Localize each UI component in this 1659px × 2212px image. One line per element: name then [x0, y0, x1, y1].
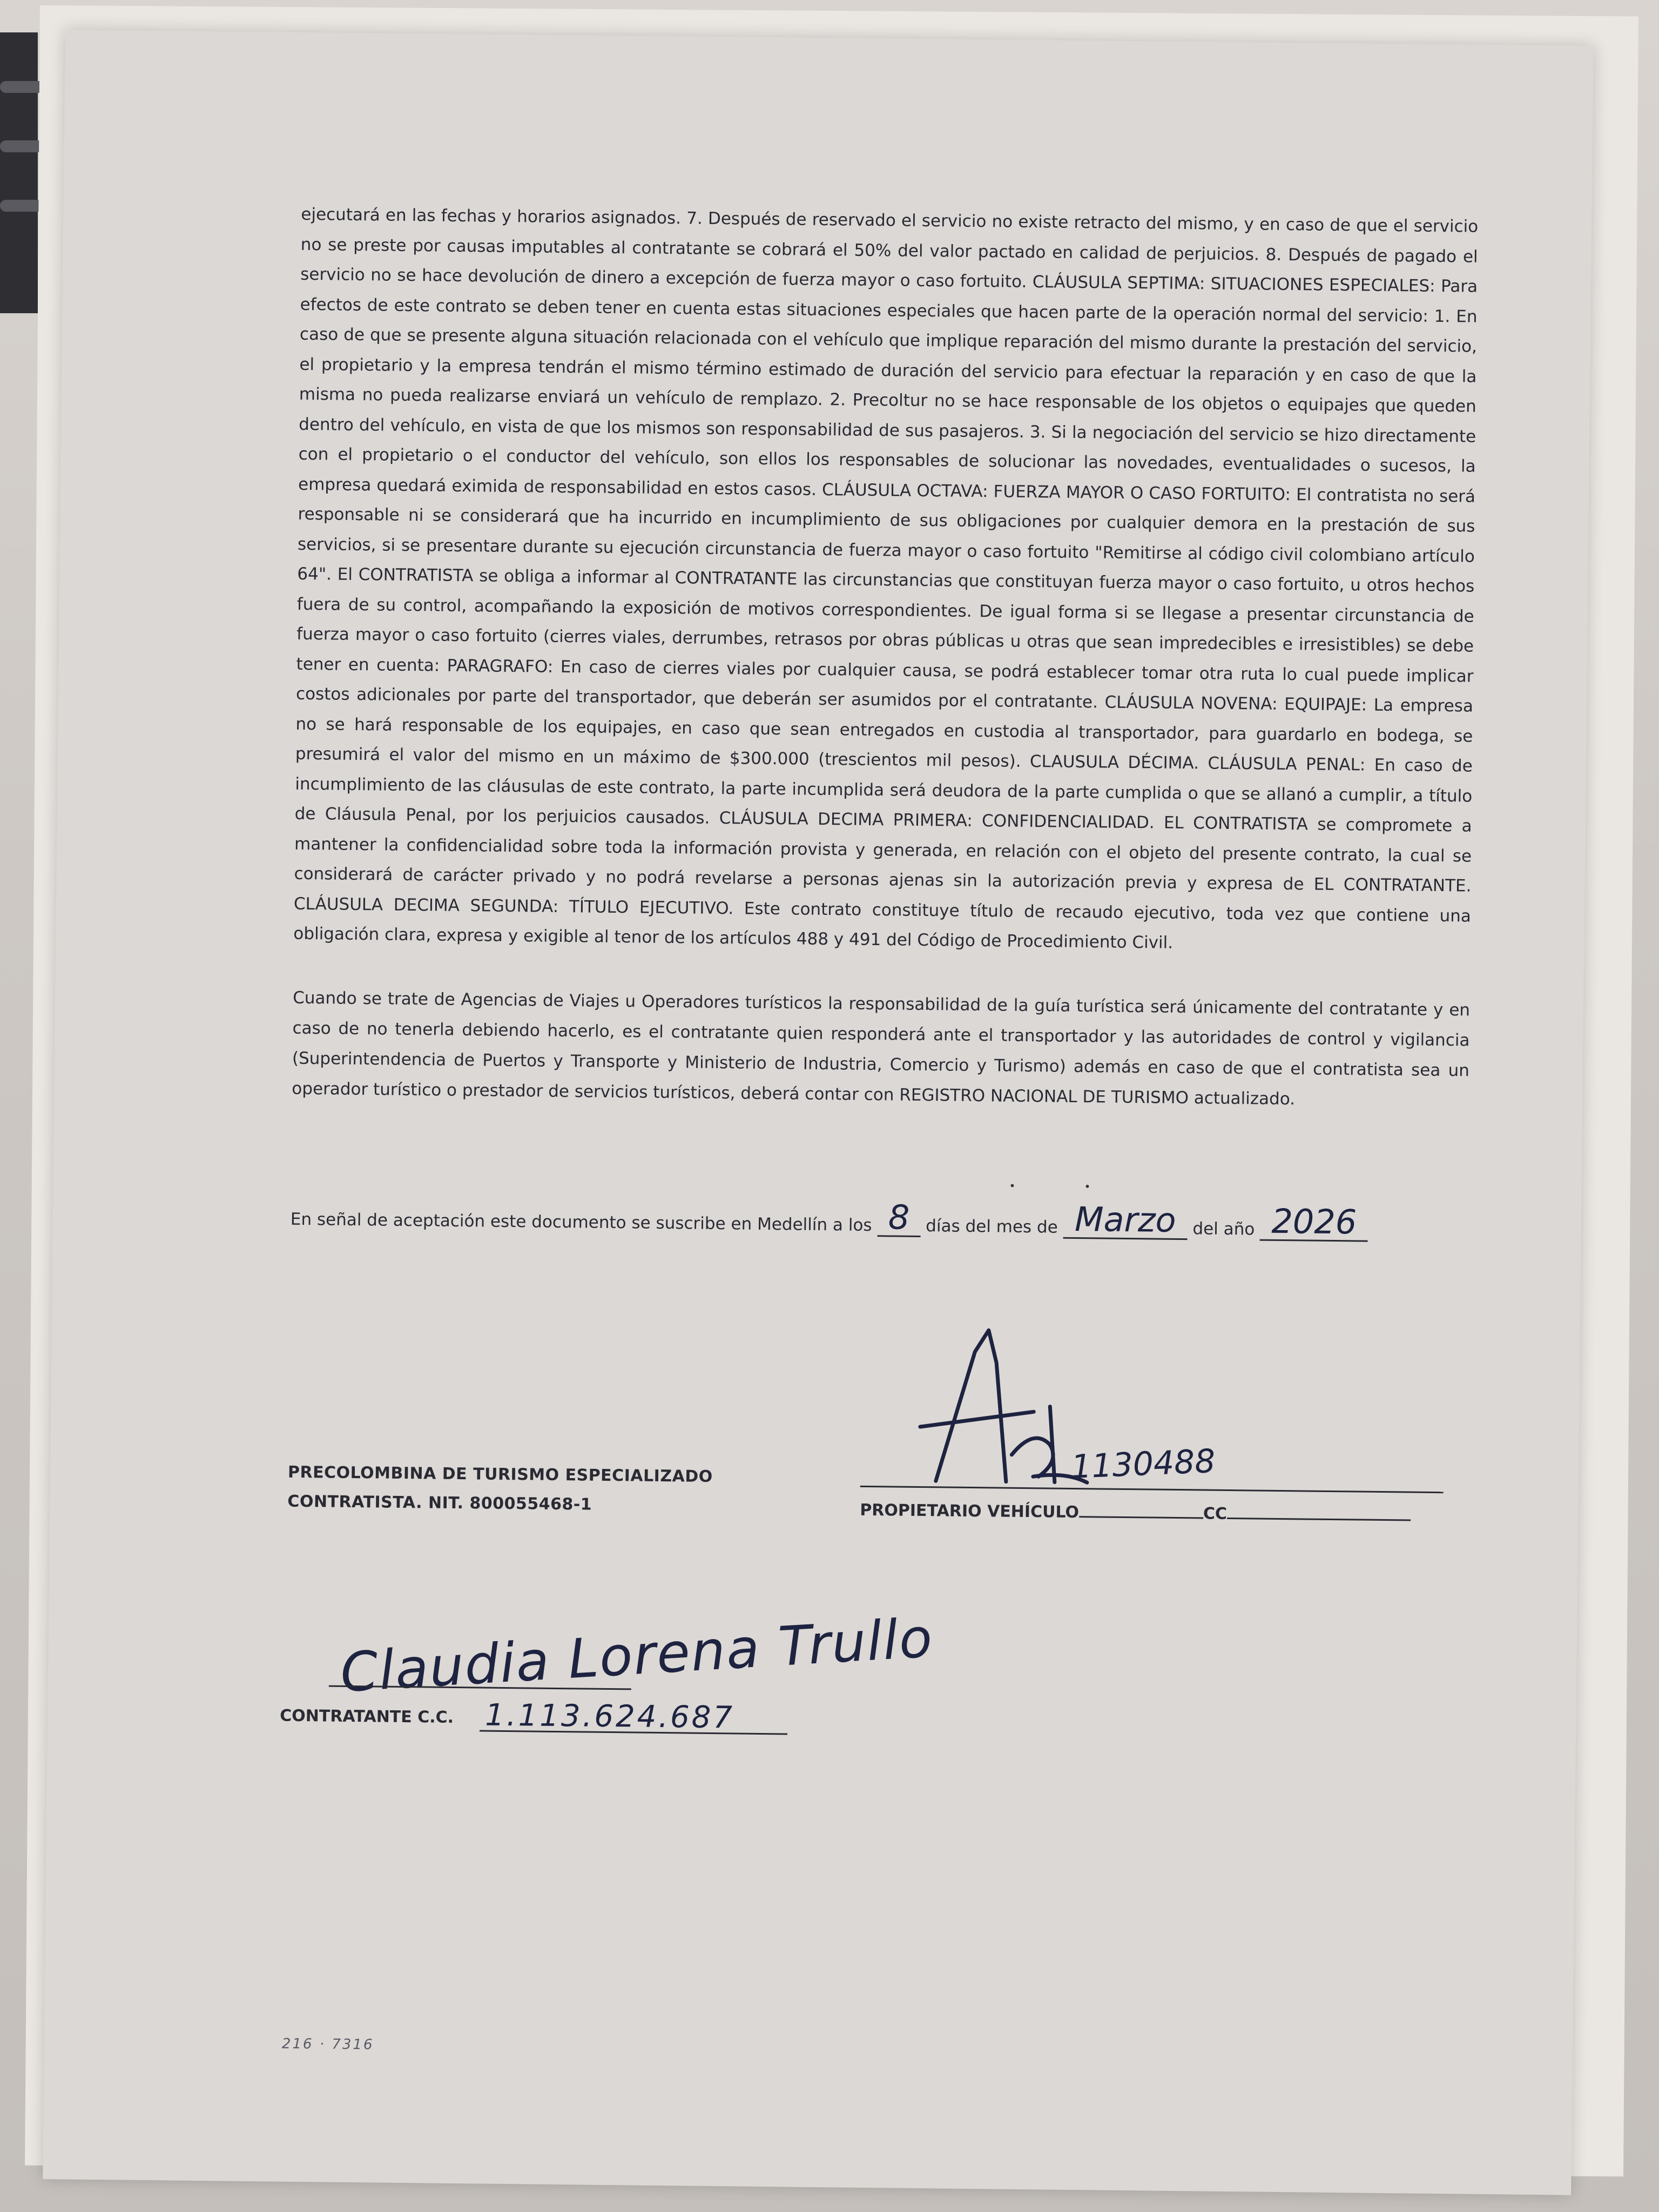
- contracting-party-signature-block: [280, 1606, 935, 1736]
- faint-stamp-mark: 216 · 7316: [281, 2035, 374, 2053]
- day-handwritten: 8: [888, 1197, 910, 1237]
- owner-signature: [871, 1318, 1100, 1499]
- owner-label: [860, 1501, 1411, 1526]
- month-field: [1063, 1199, 1187, 1240]
- acceptance-line: [290, 1197, 1533, 1244]
- acceptance-text: En señal de aceptación este documento se suscribe en Medellín a los: [290, 1209, 872, 1236]
- contractor-cc-handwritten: 1.113.624.687: [484, 1697, 735, 1736]
- year-handwritten: 2026: [1271, 1201, 1357, 1242]
- vehicle-owner-signature-block: [860, 1442, 1455, 1523]
- company-nit: CONTRATISTA. NIT. 800055468-1: [287, 1492, 592, 1514]
- month-prefix-text: días del mes de: [926, 1216, 1058, 1237]
- owner-cc-handwritten: 1130488: [1070, 1442, 1216, 1486]
- contractor-label: CONTRATANTE C.C.: [280, 1706, 454, 1727]
- owner-label-line: [1079, 1516, 1203, 1519]
- contractor-signature: Claudia Lorena Trullo: [338, 1606, 935, 1705]
- owner-cc-line: [1227, 1518, 1411, 1521]
- day-field: [877, 1197, 920, 1237]
- year-prefix-text: del año: [1192, 1219, 1255, 1239]
- contract-clauses-paragraph: ejecutará en las fechas y horarios asignados. 7. Después de reservado el servicio no existe retracto del mismo, y en caso de que el servicio no se preste por causas imputables al contratante se cobrará el 50% del valor pactado en calidad de perjuicios. 8. Después de pagado el servicio no se hace devolución de dinero a excepción de fuerza mayor o caso fortuito. CLÁUSULA SEPTIMA: SITUACIONES ESPECIALES: Para efectos de este contrato se deben tener en cuenta estas situaciones especiales que hacen parte de la operación normal del servicio: 1. En caso de que se presente alguna situación relacionada con el vehículo que implique reparación del mismo durante la prestación del servicio, el propietario y la empresa tendrán el mismo término estimado de duración del servicio para efectuar la reparación y en caso de que la misma no pueda realizarse enviará un vehículo de remplazo. 2. Precoltur no se hace responsable de los objetos o equipajes que queden dentro del vehículo, en vista de que los mismos son responsabilidad de sus pasajeros. 3. Si la negociación del servicio se hizo directamente con el propietario o el conductor del vehículo, son ellos los responsables de solucionar las novedades, eventualidades o sucesos, la empresa quedará eximida de responsabilidad en estos casos. CLÁUSULA OCTAVA: FUERZA MAYOR O CASO FORTUITO: El contratista no será responsable ni se considerará que ha incurrido en incumplimiento de sus obligaciones por cualquier demora en la prestación de sus servicios, si se presentare durante su ejecución circunstancia de fuerza mayor o caso fortuito "Remitirse al código civil colombiano artículo 64". El CONTRATISTA se obliga a informar al CONTRATANTE las circunstancias que constituyan fuerza mayor o caso fortuito, u otros hechos fuera de su control, acompañando la exposición de motivos correspondientes. De igual forma si se llegase a presentar circunstancia de fuerza mayor o caso fortuito (cierres viales, derrumbes, retrasos por obras públicas u otras que sean impredecibles e irresistibles) se debe tener en cuenta: PARAGRAFO: En caso de cierres viales por cualquier causa, se podrá establecer tomar otra ruta lo cual puede implicar costos adicionales por parte del transportador, que deberán ser asumidos por el contratante. CLÁUSULA NOVENA: EQUIPAJE: La empresa no se hará responsable de los equipajes, en caso que sean entregados en custodia al transportador, para guardarlo en bodega, se presumirá el valor del mismo en un máximo de $300.000 (trescientos mil pesos). CLAUSULA DÉCIMA. CLÁUSULA PENAL: En caso de incumplimiento de las cláusulas de este contrato, la parte incumplida será deudora de la parte cumplida o que se allanó a cumplir, a título de Cláusula Penal, por los perjuicios causados. CLÁUSULA DECIMA PRIMERA: CONFIDENCIALIDAD. EL CONTRATISTA se compromete a mantener la confidencialidad sobre toda la información provista y generada, en relación con el objeto del presente contrato, la cual se considerará de carácter privado y no podrá revelarse a personas ajenas sin la autorización previa y expresa de EL CONTRATANTE. CLÁUSULA DECIMA SEGUNDA: TÍTULO EJECUTIVO. Este contrato constituye título de recaudo ejecutivo, toda vez que contiene una obligación clara, expresa y exigible al tenor de los artículos 488 y 491 del Código de Procedimiento Civil.: [293, 204, 1479, 953]
- paper-specks: • •: [1009, 1179, 1091, 1193]
- contract-page: [43, 30, 1594, 2195]
- owner-label-text: PROPIETARIO VEHÍCULO: [860, 1500, 1080, 1522]
- company-name: PRECOLOMBINA DE TURISMO ESPECIALIZADO: [287, 1462, 713, 1486]
- contractor-company-block: [287, 1458, 713, 1521]
- owner-cc-label: CC: [1203, 1504, 1228, 1523]
- binder-spine: [0, 32, 38, 313]
- agencies-paragraph: Cuando se trate de Agencias de Viajes u Operadores turísticos la responsabilidad de la guía turística será únicamente del contratante y en caso de no tenerla debiendo hacerlo, es el contratante quien responderá ante el transportador y las autoridades de control y vigilancia (Superintendencia de Puertos y Transporte y Ministerio de Industria, Comercio y Turismo) además en caso de que el contratista sea un operador turístico o prestador de servicios turísticos, deberá contar con REGISTRO NACIONAL DE TURISMO actualizado.: [292, 988, 1471, 1109]
- month-handwritten: Marzo: [1074, 1199, 1176, 1240]
- year-field: [1260, 1201, 1368, 1242]
